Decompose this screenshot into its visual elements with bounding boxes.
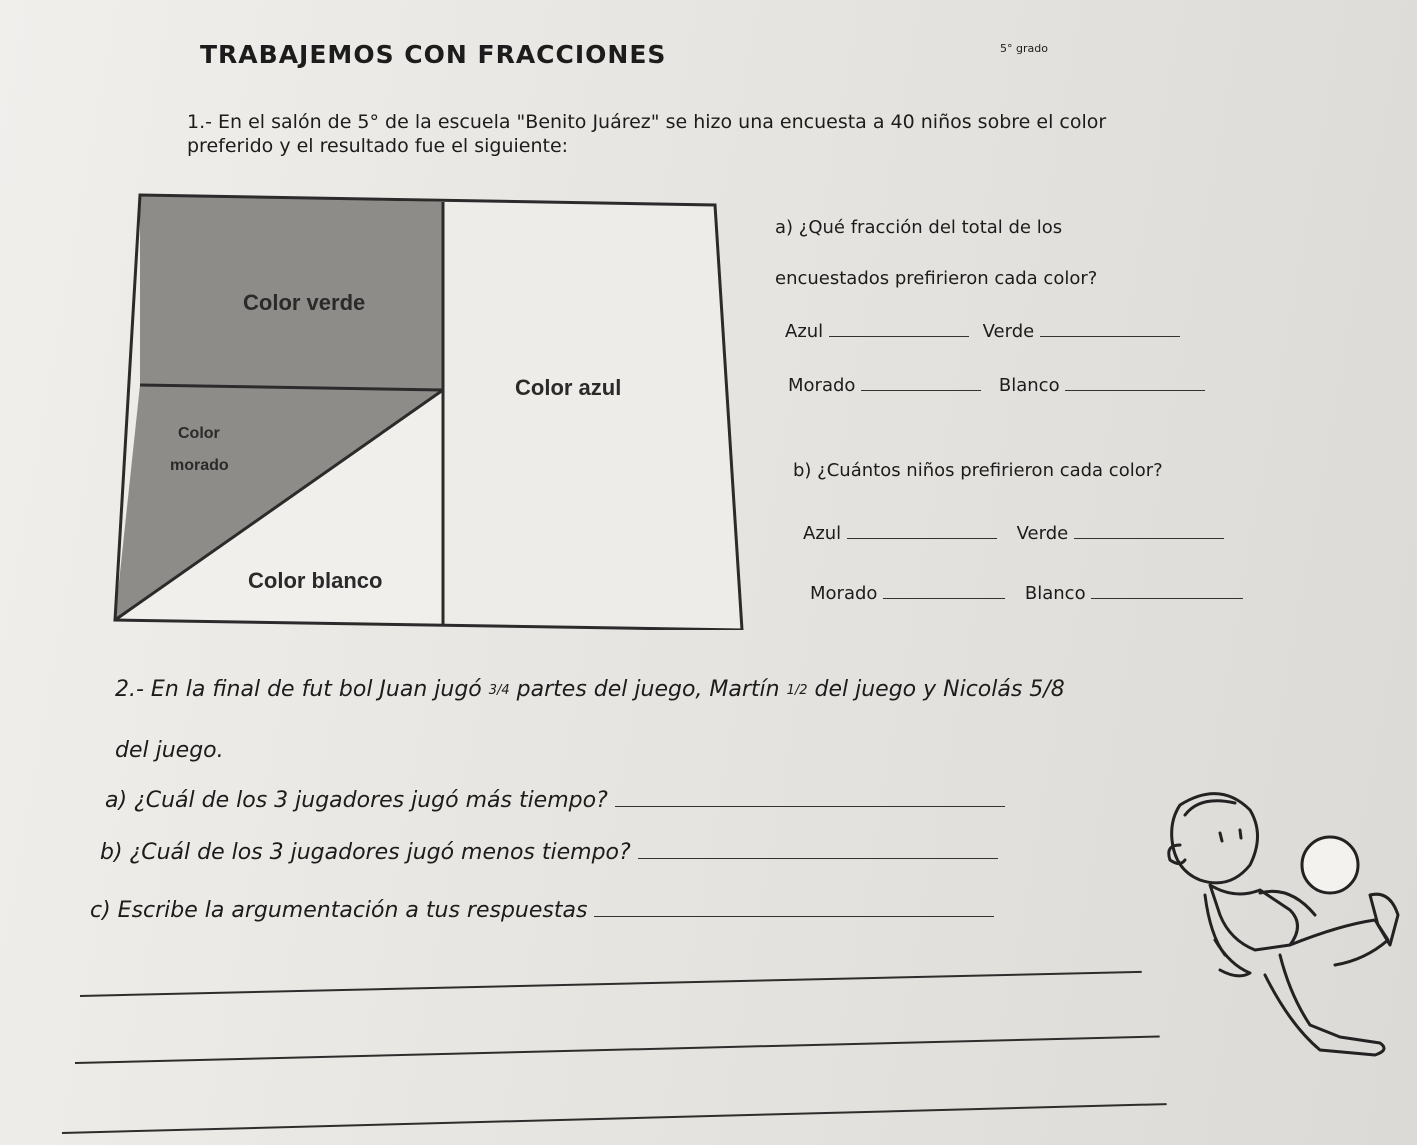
p2-part-c-blank[interactable] <box>594 898 994 917</box>
p1-part-a-line2: encuestados prefirieron cada color? <box>775 268 1098 289</box>
label-morado-2: morado <box>170 457 229 474</box>
problem1-statement: 1.- En el salón de 5° de la escuela "Benito Juárez" se hizo una encuesta a 40 niños sobre el color preferido y el resultado fue el siguiente: <box>187 111 1107 157</box>
label-azul: Color azul <box>515 375 622 400</box>
p1-part-a-line1: a) ¿Qué fracción del total de los <box>775 217 1063 238</box>
p1a-blanco-label: Blanco <box>998 375 1060 396</box>
grade-label: 5° grado <box>1000 42 1048 55</box>
p1a-morado-row <box>788 372 1205 396</box>
p2-juan-fraction: 3/4 <box>488 683 510 698</box>
label-blanco: Color blanco <box>248 568 383 593</box>
page-title: TRABAJEMOS CON FRACCIONES <box>200 40 667 69</box>
p1-part-b-question: b) ¿Cuántos niños prefirieron cada color? <box>793 460 1163 481</box>
p2-part-c-row <box>90 898 994 923</box>
p2-part-b-blank[interactable] <box>638 840 998 859</box>
p2-text-c: del juego y Nicolás 5/8 <box>814 677 1065 702</box>
p1b-blanco-label: Blanco <box>1024 583 1086 604</box>
p1b-azul-row <box>803 520 1224 544</box>
p1a-azul-blank[interactable] <box>829 318 969 337</box>
region-azul <box>443 202 742 630</box>
problem2-statement-line2: del juego. <box>115 738 224 763</box>
label-verde: Color verde <box>243 290 366 315</box>
label-morado-1: Color <box>178 425 220 442</box>
p2-part-c-question: c) Escribe la argumentación a tus respuestas <box>90 898 588 923</box>
p1a-verde-blank[interactable] <box>1040 318 1180 337</box>
p1b-verde-blank[interactable] <box>1074 520 1224 539</box>
soccer-ball-icon <box>1302 837 1358 893</box>
p2-martin-fraction: 1/2 <box>786 683 808 698</box>
p1b-verde-label: Verde <box>1016 523 1069 544</box>
p2-text-b: partes del juego, Martín <box>516 677 780 702</box>
p1b-morado-label: Morado <box>810 583 878 604</box>
p1a-verde-label: Verde <box>982 321 1035 342</box>
p1b-morado-blank[interactable] <box>883 580 1005 599</box>
survey-area-chart <box>110 190 750 630</box>
p1b-azul-label: Azul <box>803 523 842 544</box>
p2-part-b-row <box>100 840 998 865</box>
p1a-azul-row <box>785 318 1180 342</box>
p1b-blanco-blank[interactable] <box>1091 580 1243 599</box>
p2-part-b-question: b) ¿Cuál de los 3 jugadores jugó menos tiempo? <box>100 840 631 865</box>
problem2-statement-line1 <box>115 677 1065 702</box>
p1a-azul-label: Azul <box>785 321 824 342</box>
p1b-azul-blank[interactable] <box>847 520 997 539</box>
p1b-morado-row <box>810 580 1243 604</box>
p2-part-a-question: a) ¿Cuál de los 3 jugadores jugó más tiempo? <box>105 788 608 813</box>
p1a-morado-label: Morado <box>788 375 856 396</box>
p2-part-a-blank[interactable] <box>615 788 1005 807</box>
p1a-morado-blank[interactable] <box>861 372 981 391</box>
p2-part-a-row <box>105 788 1005 813</box>
soccer-player-illustration <box>1140 775 1410 1065</box>
p1a-blanco-blank[interactable] <box>1065 372 1205 391</box>
p2-text-a: 2.- En la final de fut bol Juan jugó <box>115 677 482 702</box>
